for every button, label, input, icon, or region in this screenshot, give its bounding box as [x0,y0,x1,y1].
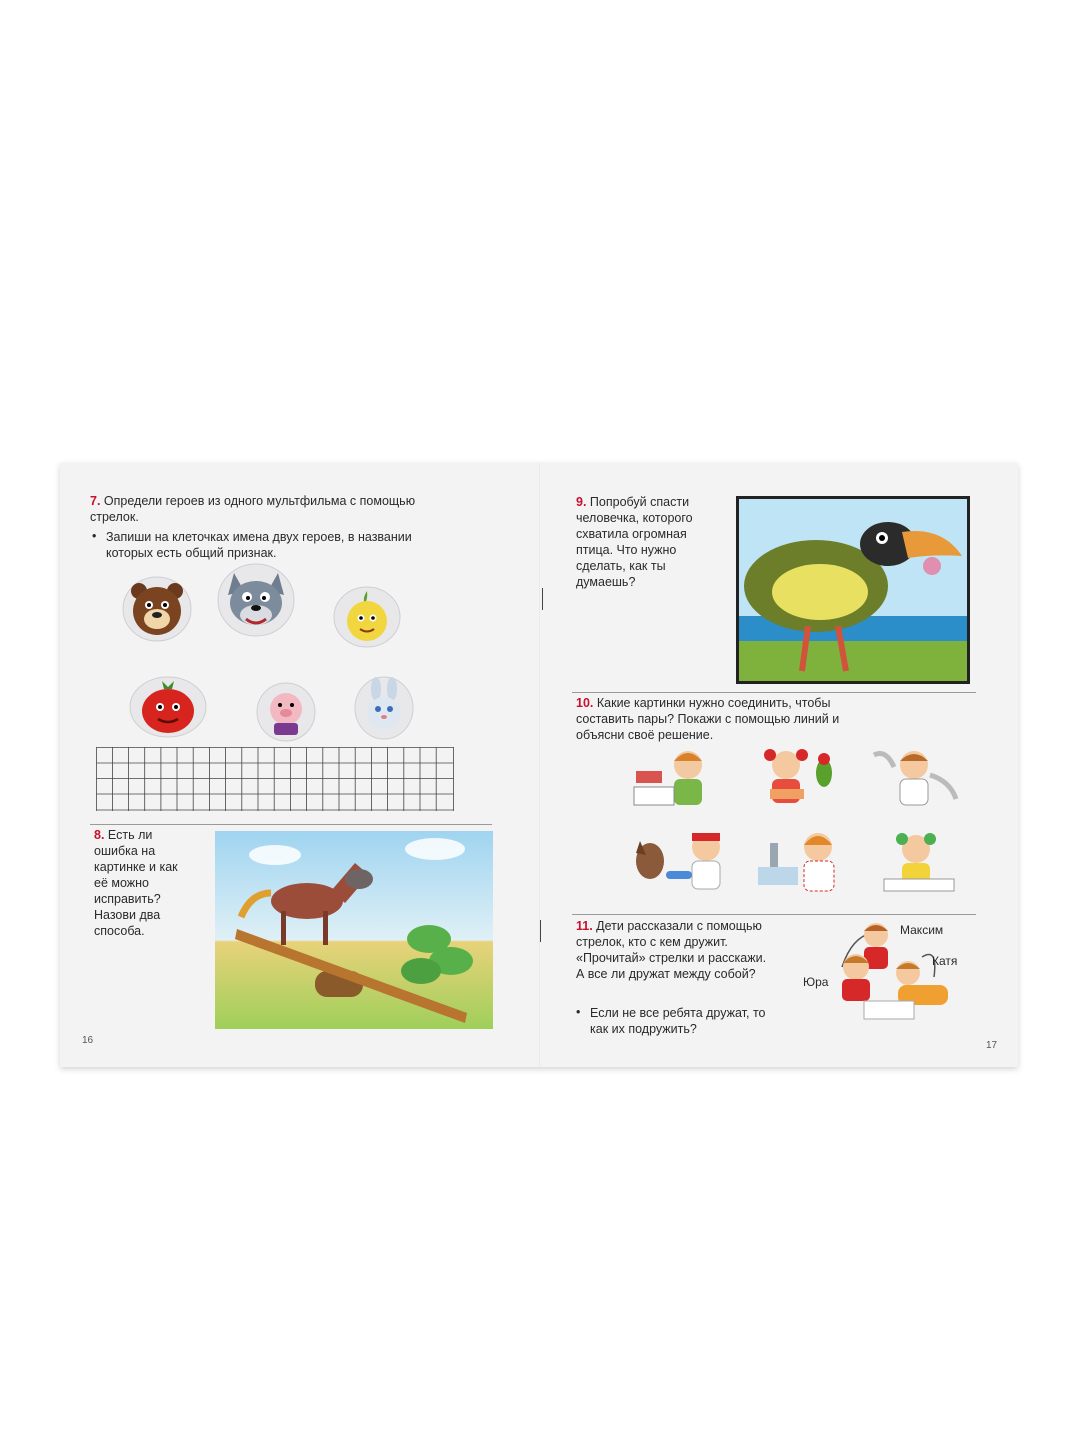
tomato-icon [128,675,208,739]
divider [90,824,492,825]
task9-text: 9. Попробуй спасти человечка, которого схватила огромная птица. Что нужно сделать, как ты думаешь? [576,495,693,589]
divider [572,914,976,915]
hare-icon [354,675,414,741]
horse-seesaw-illustration [215,831,493,1029]
girl-drawing-picture [876,827,960,897]
boy-feeding-dog-picture [626,827,736,897]
girl-with-tray-picture [752,745,842,815]
answer-grid[interactable] [96,747,454,811]
task9-number: 9. [576,495,587,509]
task11-text: 11. Дети рассказали с помощью стрелок, кто с кем дружит. «Прочитай» стрелки и расскажи. А все ли дружат между собой? [576,919,767,981]
name-label-maxim: Максим [900,923,944,937]
task10-text: 10. Какие картинки нужно соединить, чтобы составить пары? Покажи с помощью линий и объясни своё решение. [576,696,840,742]
name-label-katya: Катя [932,954,958,968]
child-cutting-picture [626,743,726,815]
task7-bullet: Запиши на клеточках имена двух героев, в названии которых есть общий признак. [106,530,412,560]
task11-number: 11. [576,919,593,933]
onion-icon [332,585,402,649]
task8-number: 8. [94,828,105,842]
book-fold [539,463,541,1067]
bear-icon [122,575,192,643]
page-number-right: 17 [986,1040,998,1051]
task8-text: 8. Есть ли ошибка на картинке и как её можно исправить? Назови два способа. [94,828,178,938]
girl-washing-hands-picture [752,827,848,897]
name-label-yura: Юра [803,975,829,989]
wolf-icon [216,561,296,639]
task11-bullet: Если не все ребята дружат, то как их подружить? [590,1006,766,1036]
bullet-dot: • [92,529,97,543]
boy-with-towel-picture [864,745,960,815]
task10-number: 10. [576,696,594,710]
task7-number: 7. [90,494,101,508]
pencil-mark [542,588,543,610]
piglet-icon [256,681,316,743]
book-spread [60,463,1018,1067]
divider [572,692,976,693]
task7-text: 7. Определи героев из одного мультфильма с помощью стрелок. [90,494,416,524]
page-number-left: 16 [82,1035,94,1046]
bullet-dot: • [576,1005,581,1019]
bird-illustration [736,496,970,684]
pencil-mark [540,920,541,942]
